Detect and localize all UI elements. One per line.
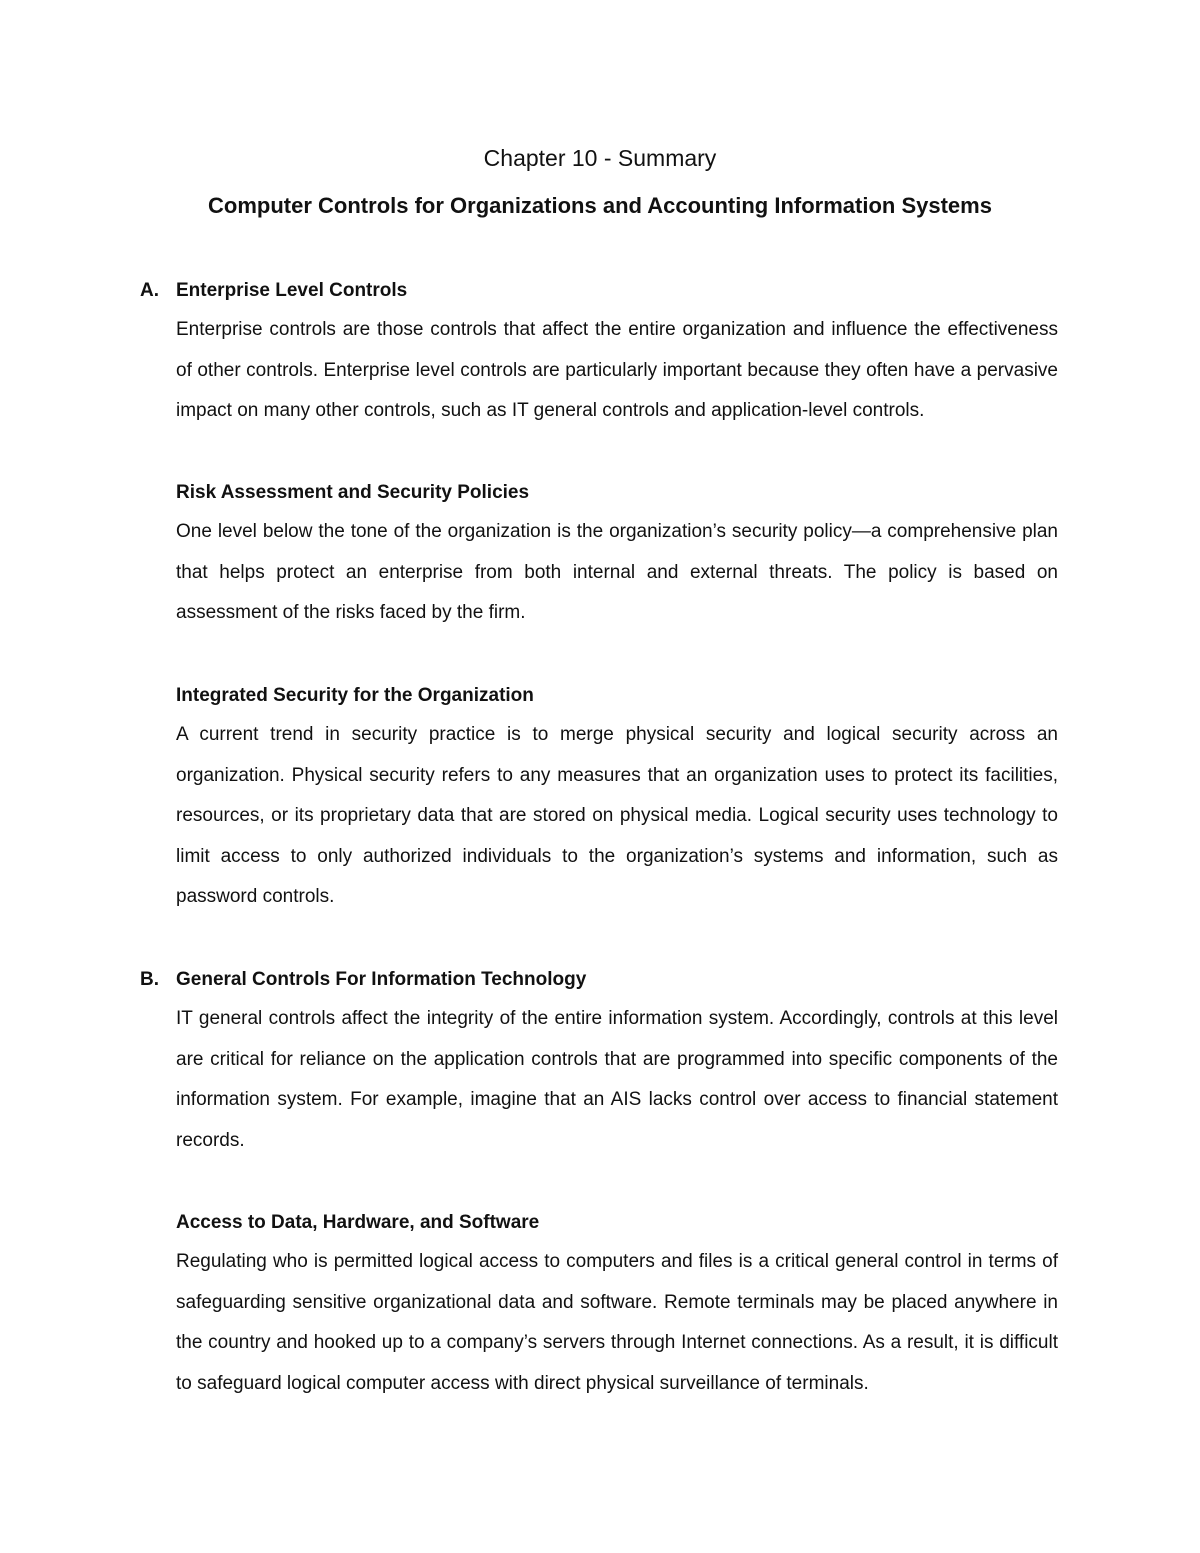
section-paragraph: One level below the tone of the organization is the organization’s security policy—a comprehensive plan that helps protect an enterprise from both internal and external threats. The policy is based on assessment of the risks faced by the firm.	[176, 521, 1058, 624]
section-integrated-security	[176, 682, 1058, 918]
section-enterprise-level-controls	[140, 277, 1058, 432]
document-subtitle: Computer Controls for Organizations and Accounting Information Systems	[208, 193, 992, 218]
section-paragraph: Regulating who is permitted logical access to computers and files is a critical general control in terms of safeguarding sensitive organizational data and software. Remote terminals may be placed anywhere in the country and hooked up to a company’s servers through Internet connections. As a result, it is difficult to safeguard logical computer access with direct physical surveillance of terminals.	[176, 1251, 1058, 1394]
section-letter: A.	[140, 280, 159, 301]
section-paragraph: A current trend in security practice is to merge physical security and logical security across an organization. Physical security refers to any measures that an organization uses to protect its facilities, resources, or its proprietary data that are stored on physical media. Logical security uses technology to limit access to only authorized individuals to the organization’s systems and information, such as password controls.	[176, 724, 1058, 908]
section-risk-assessment	[176, 479, 1058, 634]
section-access-to-data	[176, 1209, 1058, 1404]
chapter-title: Chapter 10 - Summary	[483, 145, 717, 171]
section-heading: Access to Data, Hardware, and Software	[176, 1212, 540, 1233]
section-heading: Integrated Security for the Organization	[176, 685, 534, 706]
section-letter: B.	[140, 969, 159, 990]
section-heading: Enterprise Level Controls	[176, 280, 408, 301]
section-general-it-controls	[140, 966, 1058, 1161]
section-paragraph: IT general controls affect the integrity of the entire information system. Accordingly, controls at this level are critical for reliance on the application controls that are programmed into specific components of the information system. For example, imagine that an AIS lacks control over access to financial statement records.	[176, 1008, 1058, 1151]
section-heading: Risk Assessment and Security Policies	[176, 482, 530, 503]
section-paragraph: Enterprise controls are those controls that affect the entire organization and influence the effectiveness of other controls. Enterprise level controls are particularly important because they often have a pervasive impact on many other controls, such as IT general controls and application-level controls.	[176, 319, 1058, 422]
section-heading: General Controls For Information Technology	[176, 969, 587, 990]
